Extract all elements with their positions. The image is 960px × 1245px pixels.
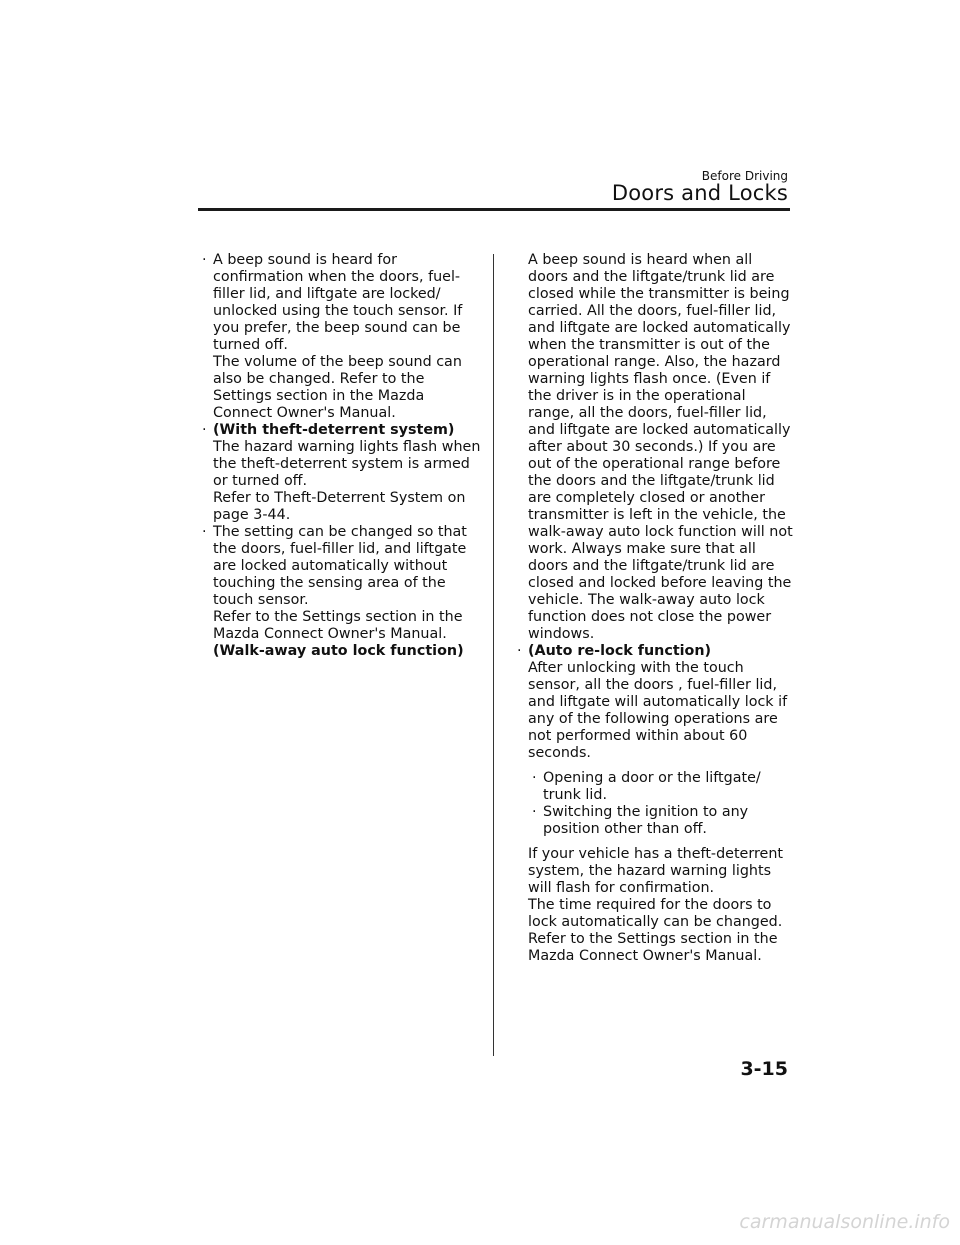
paragraph: Refer to the Settings section in the Mazda Connect Owner's Manual. (528, 931, 778, 964)
item-heading: · (With theft-deterrent system) (213, 422, 455, 438)
page-number: 3-15 (740, 1058, 788, 1080)
bullet-item-auto-relock (515, 643, 795, 762)
sub-bullet-item: · Opening a door or the liftgate/ trunk lid. (515, 770, 795, 804)
watermark: carmanualsonline.info (739, 1211, 950, 1233)
paragraph: The volume of the beep sound can also be changed. Refer to the Settings section in the Mazda Connect Owner's Manual. (213, 354, 462, 421)
item-heading: (Walk-away auto lock function) (213, 643, 464, 659)
paragraph: · The setting can be changed so that the doors, fuel-filler lid, and liftgate are locked automatically without touching the sensing area of the touch sensor. (213, 524, 467, 608)
paragraph: The hazard warning lights flash when the theft-deterrent system is armed or turned off. (213, 439, 481, 489)
header-rule (198, 208, 790, 211)
sub-bullet-item: · Switching the ignition to any position other than off. (515, 804, 795, 838)
bullet-item-theft-deterrent (200, 422, 482, 524)
column-divider (493, 254, 494, 1056)
section-label: Before Driving (701, 169, 788, 183)
bullet-item-setting (200, 524, 482, 660)
paragraph: Refer to the Settings section in the Mazda Connect Owner's Manual. (213, 609, 463, 642)
paragraph: After unlocking with the touch sensor, all the doors , fuel-filler lid, and liftgate will automatically lock if any of the following operations are not performed within about 60 seconds. (528, 660, 788, 761)
page-title: Doors and Locks (611, 181, 788, 205)
paragraph: Refer to Theft-Deterrent System on page 3-44. (213, 490, 466, 523)
left-column (200, 252, 482, 660)
paragraph: If your vehicle has a theft-deterrent system, the hazard warning lights will flash for confirmation. (528, 846, 784, 896)
paragraph: The time required for the doors to lock automatically can be changed. (528, 897, 783, 930)
right-column (515, 252, 795, 965)
item-heading: · (Auto re-lock function) (528, 643, 712, 659)
paragraph: A beep sound is heard when all doors and the liftgate/trunk lid are closed while the transmitter is being carried. All the doors, fuel-filler lid, and liftgate are locked automatically when the transmitter is out of the operational range. Also, the hazard warning lights flash once. (Even if the driver is in the operational range, all the doors, fuel-filler lid, and liftgate are locked automatically after about 30 seconds.) If you are out of the operational range before the doors and the liftgate/trunk lid are completely closed or another transmitter is left in the vehicle, the walk-away auto lock function will not work. Always make sure that all doors and the liftgate/trunk lid are closed and locked before leaving the vehicle. The walk-away auto lock function does not close the power windows. (528, 252, 793, 642)
bullet-item-beep (200, 252, 482, 422)
paragraph: · A beep sound is heard for confirmation when the doors, fuel-filler lid, and liftgate are locked/ unlocked using the touch sensor. If you prefer, the beep sound can be turned off. (213, 252, 463, 353)
